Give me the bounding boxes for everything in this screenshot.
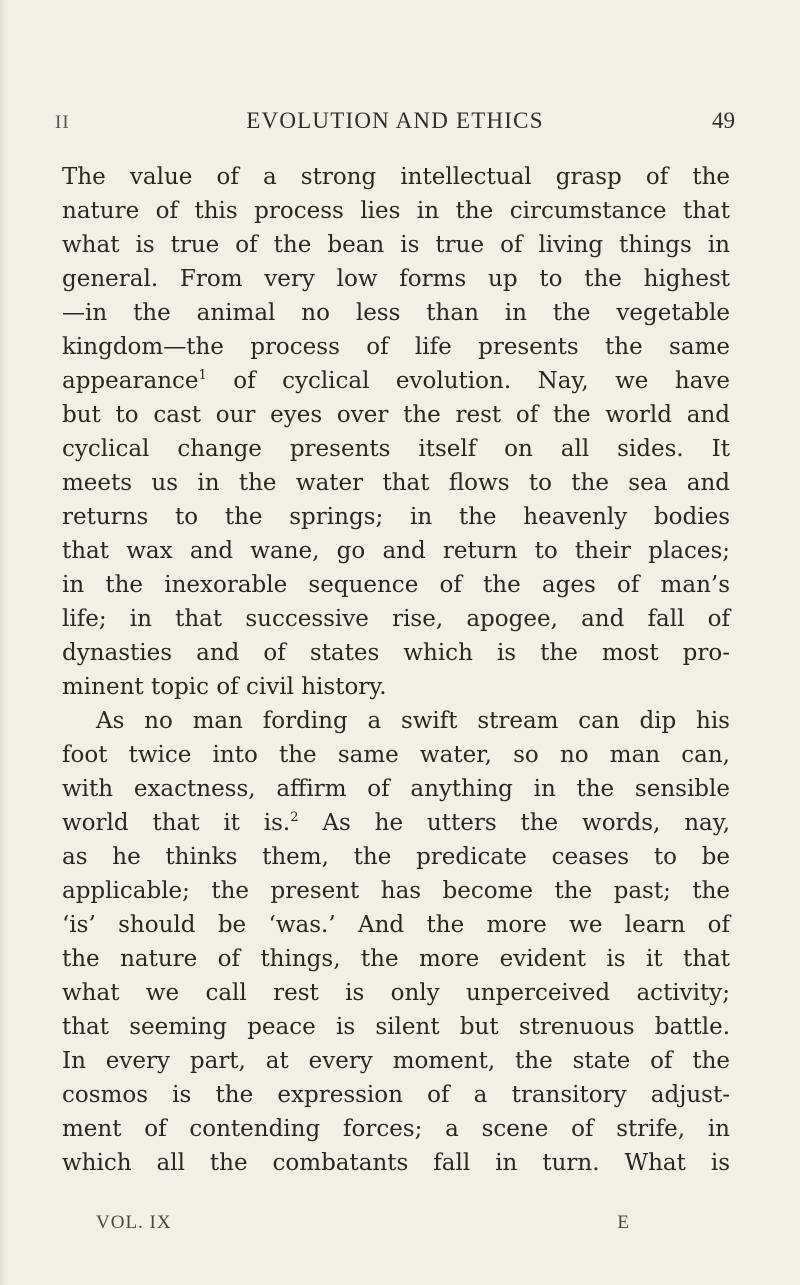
running-head: EVOLUTION AND ETHICS xyxy=(246,108,544,133)
chapter-number: II xyxy=(55,112,70,133)
text-line: life; in that successive rise, apogee, and fall of xyxy=(62,606,730,632)
text-line: foot twice into the same water, so no man can, xyxy=(62,742,730,768)
text-line: —in the animal no less than in the vegetable xyxy=(62,300,730,326)
text-line: which all the combatants fall in turn. What is xyxy=(62,1150,730,1176)
text-line: what we call rest is only unperceived activity; xyxy=(62,980,730,1006)
volume-signature: VOL. IX xyxy=(96,1212,172,1233)
page-number: 49 xyxy=(712,108,735,133)
text-line: cosmos is the expression of a transitory adjust- xyxy=(62,1082,730,1108)
text-line: kingdom—the process of life presents the same xyxy=(62,334,730,360)
signature-line xyxy=(96,1212,630,1242)
text-fragment: As he utters the words, nay, xyxy=(322,810,730,836)
text-line: what is true of the bean is true of living things in xyxy=(62,232,730,258)
text-line: in the inexorable sequence of the ages of man’s xyxy=(62,572,730,598)
text-line: the nature of things, the more evident is it that xyxy=(62,946,730,972)
text-line-with-footnote-1 xyxy=(62,364,730,398)
text-fragment: appearance xyxy=(62,368,199,394)
text-line: that wax and wane, go and return to their places; xyxy=(62,538,730,564)
text-line: with exactness, affirm of anything in the sensible xyxy=(62,776,730,802)
text-line-with-footnote-2 xyxy=(62,806,730,840)
text-line: returns to the springs; in the heavenly bodies xyxy=(62,504,730,530)
text-line: dynasties and of states which is the most pro- xyxy=(62,640,730,666)
text-line: applicable; the present has become the past; the xyxy=(62,878,730,904)
footnote-mark: 1 xyxy=(198,368,207,383)
text-line: The value of a strong intellectual grasp of the xyxy=(62,164,730,190)
paragraph-start-line: As no man fording a swift stream can dip his xyxy=(96,708,730,734)
text-line: ‘is’ should be ‘was.’ And the more we learn of xyxy=(62,912,730,938)
text-line: nature of this process lies in the circumstance that xyxy=(62,198,730,224)
text-line: but to cast our eyes over the rest of the world and xyxy=(62,402,730,428)
body-text xyxy=(62,160,730,1180)
paragraph-end-line: minent topic of civil history. xyxy=(62,674,387,700)
text-line: that seeming peace is silent but strenuous battle. xyxy=(62,1014,730,1040)
text-fragment: of cyclical evolution. Nay, we have xyxy=(233,368,731,394)
footnote-mark: 2 xyxy=(290,810,299,825)
text-fragment: world that it is. xyxy=(62,810,291,836)
page-header xyxy=(55,108,735,138)
text-line: meets us in the water that flows to the sea and xyxy=(62,470,730,496)
page-edge-shadow xyxy=(0,0,6,1285)
gathering-letter: E xyxy=(617,1212,630,1233)
text-line: general. From very low forms up to the highest xyxy=(62,266,730,292)
text-line: as he thinks them, the predicate ceases to be xyxy=(62,844,730,870)
text-line: cyclical change presents itself on all sides. It xyxy=(62,436,730,462)
text-line: ment of contending forces; a scene of strife, in xyxy=(62,1116,730,1142)
text-line: In every part, at every moment, the state of the xyxy=(62,1048,730,1074)
